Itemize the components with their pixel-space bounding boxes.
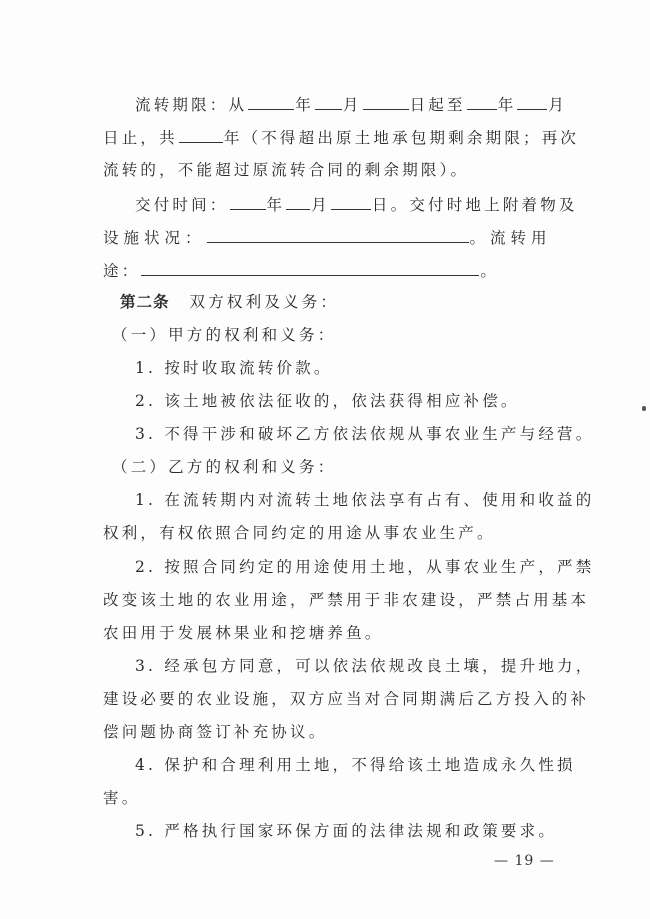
article-number: 第二条 — [120, 293, 170, 311]
delivery-year-blank — [230, 192, 266, 210]
party-a-item-2: 2. 该土地被依法征收的，依法获得相应补偿。 — [135, 392, 520, 410]
article-title: 双方权利及义务： — [189, 293, 340, 311]
delivery-attachments-text: 日。交付时地上附着物及 — [371, 196, 578, 214]
use-blank — [141, 258, 479, 276]
delivery-day-blank — [331, 192, 371, 210]
use-suffix: 。 — [480, 262, 500, 280]
unit-year: 年 — [497, 96, 517, 114]
party-b-item-3-line-3: 偿问题协商签订补充协议。 — [103, 723, 328, 741]
party-b-item-3-line-1: 3. 经承包方同意，可以依法依规改良土壤，提升地力， — [135, 657, 595, 675]
term-start-day-blank — [363, 92, 409, 110]
term-limit-note: 年（不得超出原土地承包期剩余期限；再次 — [223, 129, 580, 147]
delivery-line-2 — [103, 225, 555, 249]
party-a-heading: （一）甲方的权利和义务： — [112, 326, 337, 344]
delivery-month-blank — [286, 192, 310, 210]
party-b-item-1-line-2: 权利，有权依照合同约定的用途从事农业生产。 — [103, 524, 496, 542]
party-a-item-3: 3. 不得干涉和破坏乙方依法依规从事农业生产与经营。 — [135, 425, 595, 443]
scan-speck — [642, 406, 646, 411]
party-b-item-3-line-2: 建设必要的农业设施，双方应当对合同期满后乙方投入的补 — [103, 690, 590, 708]
facilities-blank — [207, 225, 469, 243]
term-end-text: 日止，共 — [103, 129, 178, 147]
page-number: — 19 — — [494, 853, 555, 869]
term-years-blank — [179, 125, 223, 143]
party-b-item-1-line-1: 1. 在流转期内对流转土地依法享有占有、使用和收益的 — [135, 491, 595, 509]
party-b-heading: （二）乙方的权利和义务： — [112, 458, 337, 476]
party-b-item-2-line-1: 2. 按照合同约定的用途使用土地，从事农业生产，严禁 — [135, 558, 595, 576]
term-end-year-blank — [467, 92, 497, 110]
facilities-suffix: 。流转用 — [469, 229, 552, 247]
article-2-heading — [120, 290, 572, 314]
term-line-2 — [103, 125, 580, 149]
term-line-3: 流转的，不能超过原流转合同的剩余期限）。 — [103, 161, 470, 179]
facilities-label: 设施状况： — [103, 229, 206, 247]
term-end-month-blank — [517, 92, 547, 110]
term-label: 流转期限：从 — [135, 96, 248, 114]
unit-month: 月 — [311, 196, 330, 214]
delivery-label: 交付时间： — [135, 196, 229, 214]
unit-month: 月 — [342, 96, 362, 114]
party-b-item-4-line-2: 害。 — [103, 789, 141, 807]
party-b-item-2-line-3: 农田用于发展林果业和挖塘养鱼。 — [103, 624, 384, 642]
unit-year: 年 — [295, 96, 314, 114]
party-b-item-5-line-1: 5. 严格执行国家环保方面的法律法规和政策要求。 — [135, 822, 558, 840]
unit-year: 年 — [266, 196, 286, 214]
term-start-month-blank — [315, 92, 342, 110]
party-b-item-2-line-2: 改变该土地的农业用途，严禁用于非农建设，严禁占用基本 — [103, 591, 590, 609]
term-line-1 — [135, 92, 568, 116]
delivery-line-3 — [103, 258, 555, 282]
unit-day-from: 日起至 — [409, 96, 466, 114]
use-label: 途： — [103, 262, 141, 280]
delivery-line-1 — [135, 192, 578, 216]
party-b-item-4-line-1: 4. 保护和合理利用土地，不得给该土地造成永久性损 — [135, 756, 576, 774]
term-start-year-blank — [248, 92, 294, 110]
party-a-item-1: 1. 按时收取流转价款。 — [135, 359, 333, 377]
unit-month: 月 — [548, 96, 568, 114]
